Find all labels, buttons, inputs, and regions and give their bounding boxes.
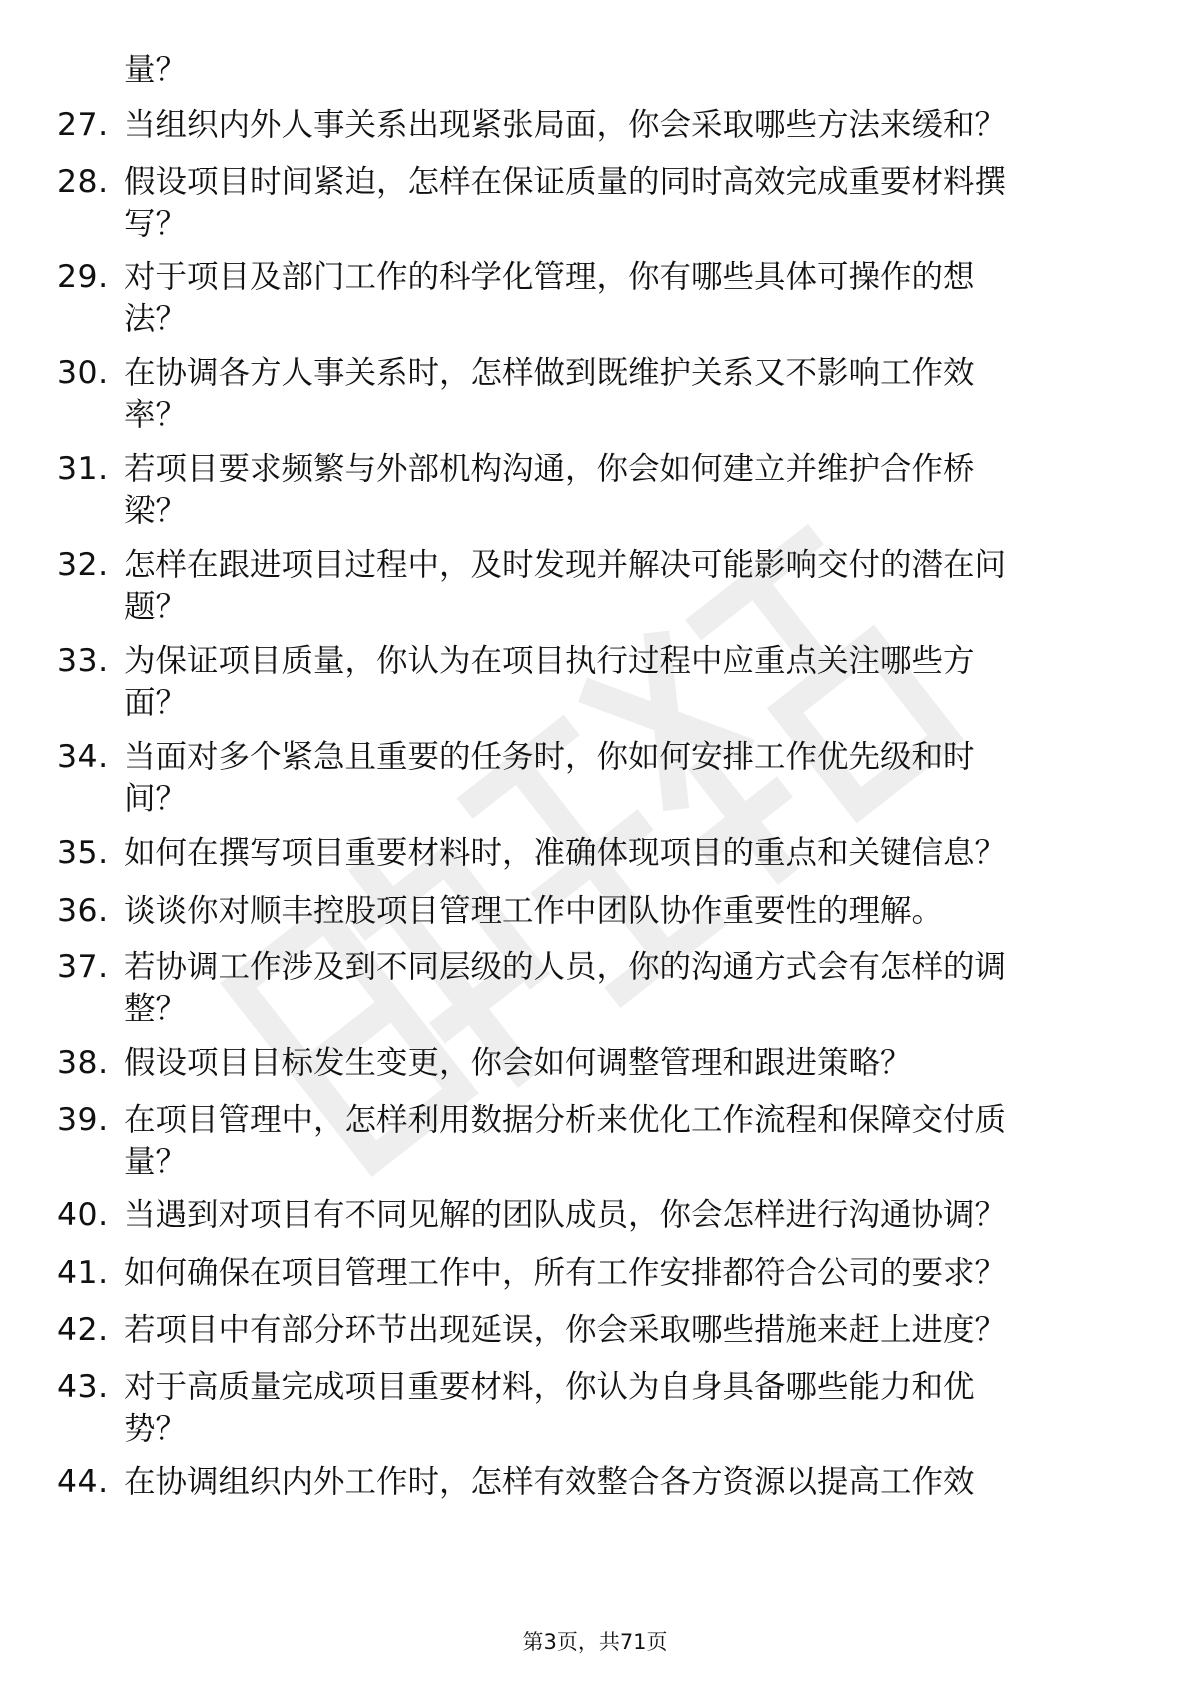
- question-text-line: 当面对多个紧急且重要的任务时，你如何安排工作优先级和时: [124, 739, 975, 775]
- question-number: 44.: [57, 1464, 109, 1500]
- question-text-line: 若协调工作涉及到不同层级的人员，你的沟通方式会有怎样的调: [124, 949, 1007, 985]
- question-text-line: 面？: [124, 685, 188, 721]
- question-text-line: 间？: [124, 781, 188, 817]
- question-number: 28.: [57, 164, 109, 200]
- question-text-line: 为保证项目质量，你认为在项目执行过程中应重点关注哪些方: [124, 643, 975, 679]
- question-text-line: 率？: [124, 397, 188, 433]
- question-number: 32.: [57, 547, 109, 583]
- question-text-line: 当组织内外人事关系出现紧张局面，你会采取哪些方法来缓和？: [124, 107, 1007, 143]
- question-number: 33.: [57, 643, 109, 679]
- question-number: 38.: [57, 1045, 109, 1081]
- question-text-line: 写？: [124, 206, 188, 242]
- question-text-line: 整？: [124, 991, 188, 1027]
- question-number: 40.: [57, 1197, 109, 1233]
- question-text-line: 假设项目时间紧迫，怎样在保证质量的同时高效完成重要材料撰: [124, 164, 1007, 200]
- question-text-line: 若项目要求频繁与外部机构沟通，你会如何建立并维护合作桥: [124, 451, 975, 487]
- page-footer: 第3页，共71页: [522, 1630, 668, 1654]
- question-text-line: 在项目管理中，怎样利用数据分析来优化工作流程和保障交付质: [124, 1102, 1007, 1138]
- question-text-line: 怎样在跟进项目过程中，及时发现并解决可能影响交付的潜在问: [124, 547, 1007, 583]
- question-number: 36.: [57, 893, 109, 929]
- question-text-line: 若项目中有部分环节出现延误，你会采取哪些措施来赶上进度？: [124, 1312, 1007, 1348]
- question-text-line: 假设项目目标发生变更，你会如何调整管理和跟进策略？: [124, 1045, 912, 1081]
- question-text-line: 势？: [124, 1411, 188, 1447]
- question-number: 30.: [57, 355, 109, 391]
- question-number: 41.: [57, 1255, 109, 1291]
- question-number: 39.: [57, 1102, 109, 1138]
- question-text-line: 量？: [124, 52, 188, 88]
- question-text-line: 谈谈你对顺丰控股项目管理工作中团队协作重要性的理解。: [124, 893, 944, 929]
- question-number: 43.: [57, 1369, 109, 1405]
- question-text-line: 对于项目及部门工作的科学化管理，你有哪些具体可操作的想: [124, 259, 975, 295]
- question-text-line: 如何在撰写项目重要材料时，准确体现项目的重点和关键信息？: [124, 835, 1007, 871]
- question-number: 42.: [57, 1312, 109, 1348]
- question-text-line: 对于高质量完成项目重要材料，你认为自身具备哪些能力和优: [124, 1369, 975, 1405]
- question-text-line: 在协调各方人事关系时，怎样做到既维护关系又不影响工作效: [124, 355, 975, 391]
- question-text-line: 量？: [124, 1144, 188, 1180]
- question-number: 35.: [57, 835, 109, 871]
- question-number: 27.: [57, 107, 109, 143]
- question-number: 31.: [57, 451, 109, 487]
- question-number: 29.: [57, 259, 109, 295]
- question-number: 37.: [57, 949, 109, 985]
- question-text-line: 在协调组织内外工作时，怎样有效整合各方资源以提高工作效: [124, 1464, 975, 1500]
- question-number: 34.: [57, 739, 109, 775]
- question-text-line: 如何确保在项目管理工作中，所有工作安排都符合公司的要求？: [124, 1255, 1007, 1291]
- question-text-line: 题？: [124, 589, 188, 625]
- question-text-line: 梁？: [124, 493, 188, 529]
- question-text-line: 当遇到对项目有不同见解的团队成员，你会怎样进行沟通协调？: [124, 1197, 1007, 1233]
- question-text-line: 法？: [124, 301, 188, 337]
